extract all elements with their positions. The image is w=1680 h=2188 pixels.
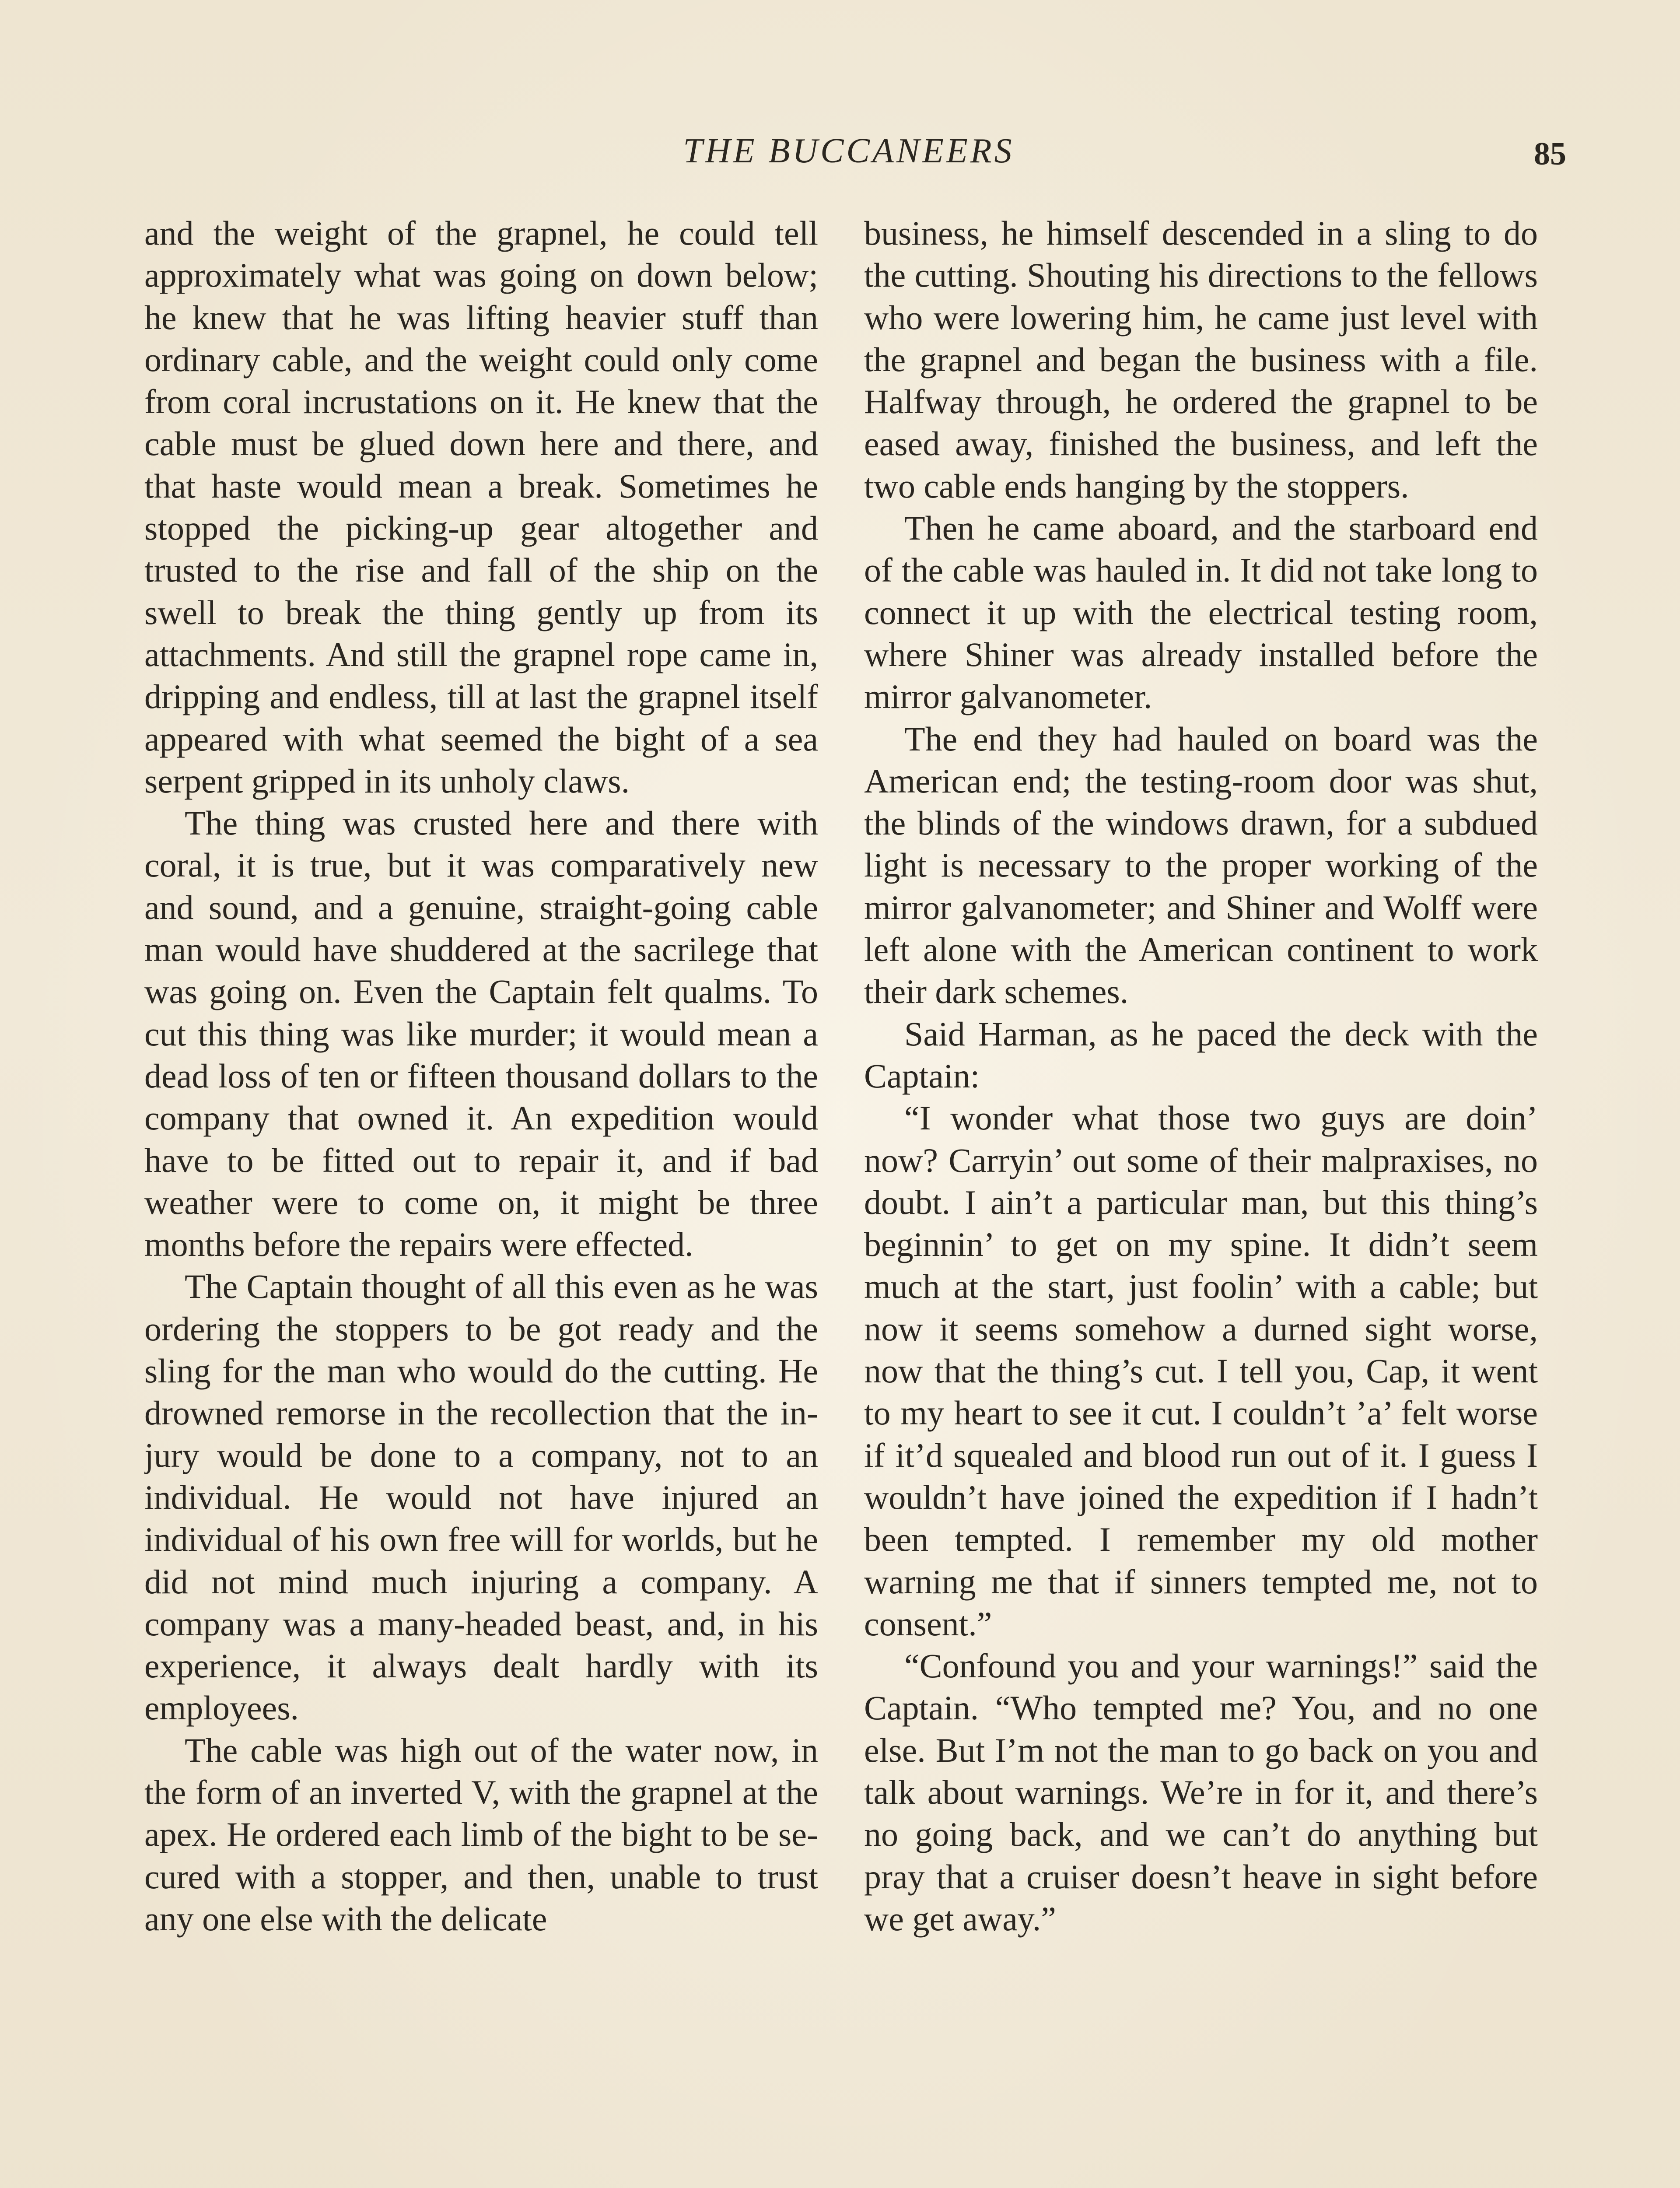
right-paragraph-5: “I wonder what those two guys are doin’ now? Carryin’ out some of their malpraxises, no doubt. I ain’t a particular man, but this thing’s beginnin’ to get on my spine. It didn’t seem much at the start, just foolin’ with a cable; but now it seems somehow a durned sight worse, now that the thing’s cut. I tell you, Cap, it went to my heart to see it cut. I couldn’t ’a’ felt worse if it’d squealed and blood run out of it. I guess I wouldn’t have joined the expedition if I hadn’t been tempted. I remember my old mother warning me that if sinners tempted me, not to consent.” [864,1099,1538,1643]
right-paragraph-4: Said Harman, as he paced the deck with the Captain: [864,1014,1538,1095]
left-column [144,212,818,2188]
right-paragraph-1: business, he himself descended in a sling to do the cutting. Shouting his directions to the fellows who were lowering him, he came just level with the grapnel and began the business with a file. Halfway through, he ordered the grapnel to be eased away, finished the business, and left the two cable ends hanging by the stoppers. [864,214,1538,505]
left-paragraph-2: The thing was crusted here and there with coral, it is true, but it was comparatively new and sound, and a genuine, straight-going cable man would have shuddered at the sacrilege that was going on. Even the Captain felt qualms. To cut this thing was like murder; it would mean a dead loss of ten or fifteen thousand dollars to the company that owned it. An expedition would have to be fitted out to repair it, and if bad weather were to come on, it might be three months before the repairs were effected. [144,804,818,1264]
left-paragraph-1: and the weight of the grapnel, he could tell approximately what was going on down below; he knew that he was lifting heavier stuff than ordinary cable, and the weight could only come from coral incrustations on it. He knew that the cable must be glued down here and there, and that haste would mean a break. Sometimes he stopped the picking-up gear altogether and trusted to the rise and fall of the ship on the swell to break the thing gently up from its attachments. And still the grapnel rope came in, dripping and endless, till at last the grapnel itself appeared with what seemed the bight of a sea serpent gripped in its unholy claws. [144,214,818,800]
page-number: 85 [1534,136,1566,172]
right-paragraph-2: Then he came aboard, and the starboard end of the cable was hauled in. It did not take long to connect it up with the electrical testing room, where Shiner was already installed before the mirror galvanometer. [864,509,1538,716]
left-paragraph-3: The Captain thought of all this even as he was ordering the stoppers to be got ready and the sling for the man who would do the cutting. He drowned remorse in the recollection that the injury would be done to a company, not to an individual. He would not have injured an individual of his own free will for worlds, but he did not mind much injuring a company. A company was a many-headed beast, and, in his experience, it always dealt hardly with its employees. [144,1267,818,1727]
running-title: THE BUCCANEERS [683,132,1015,170]
right-column [864,212,1538,2188]
right-paragraph-3: The end they had hauled on board was the American end; the testing-room door was shut, the blinds of the windows drawn, for a subdued light is necessary to the proper working of the mirror galvanometer; and Shiner and Wolff were left alone with the American continent to work their dark schemes. [864,719,1538,1011]
left-paragraph-4: The cable was high out of the water now, in the form of an inverted V, with the grapnel at the apex. He ordered each limb of the bight to be secured with a stopper, and then, unable to trust any one else with the delicate [144,1731,818,1938]
right-paragraph-6: “Confound you and your warnings!” said the Captain. “Who tempted me? You, and no one else. But I’m not the man to go back on you and talk about warnings. We’re in for it, and there’s no going back, and we can’t do anything but pray that a cruiser doesn’t heave in sight before we get away.” [864,1647,1538,1938]
